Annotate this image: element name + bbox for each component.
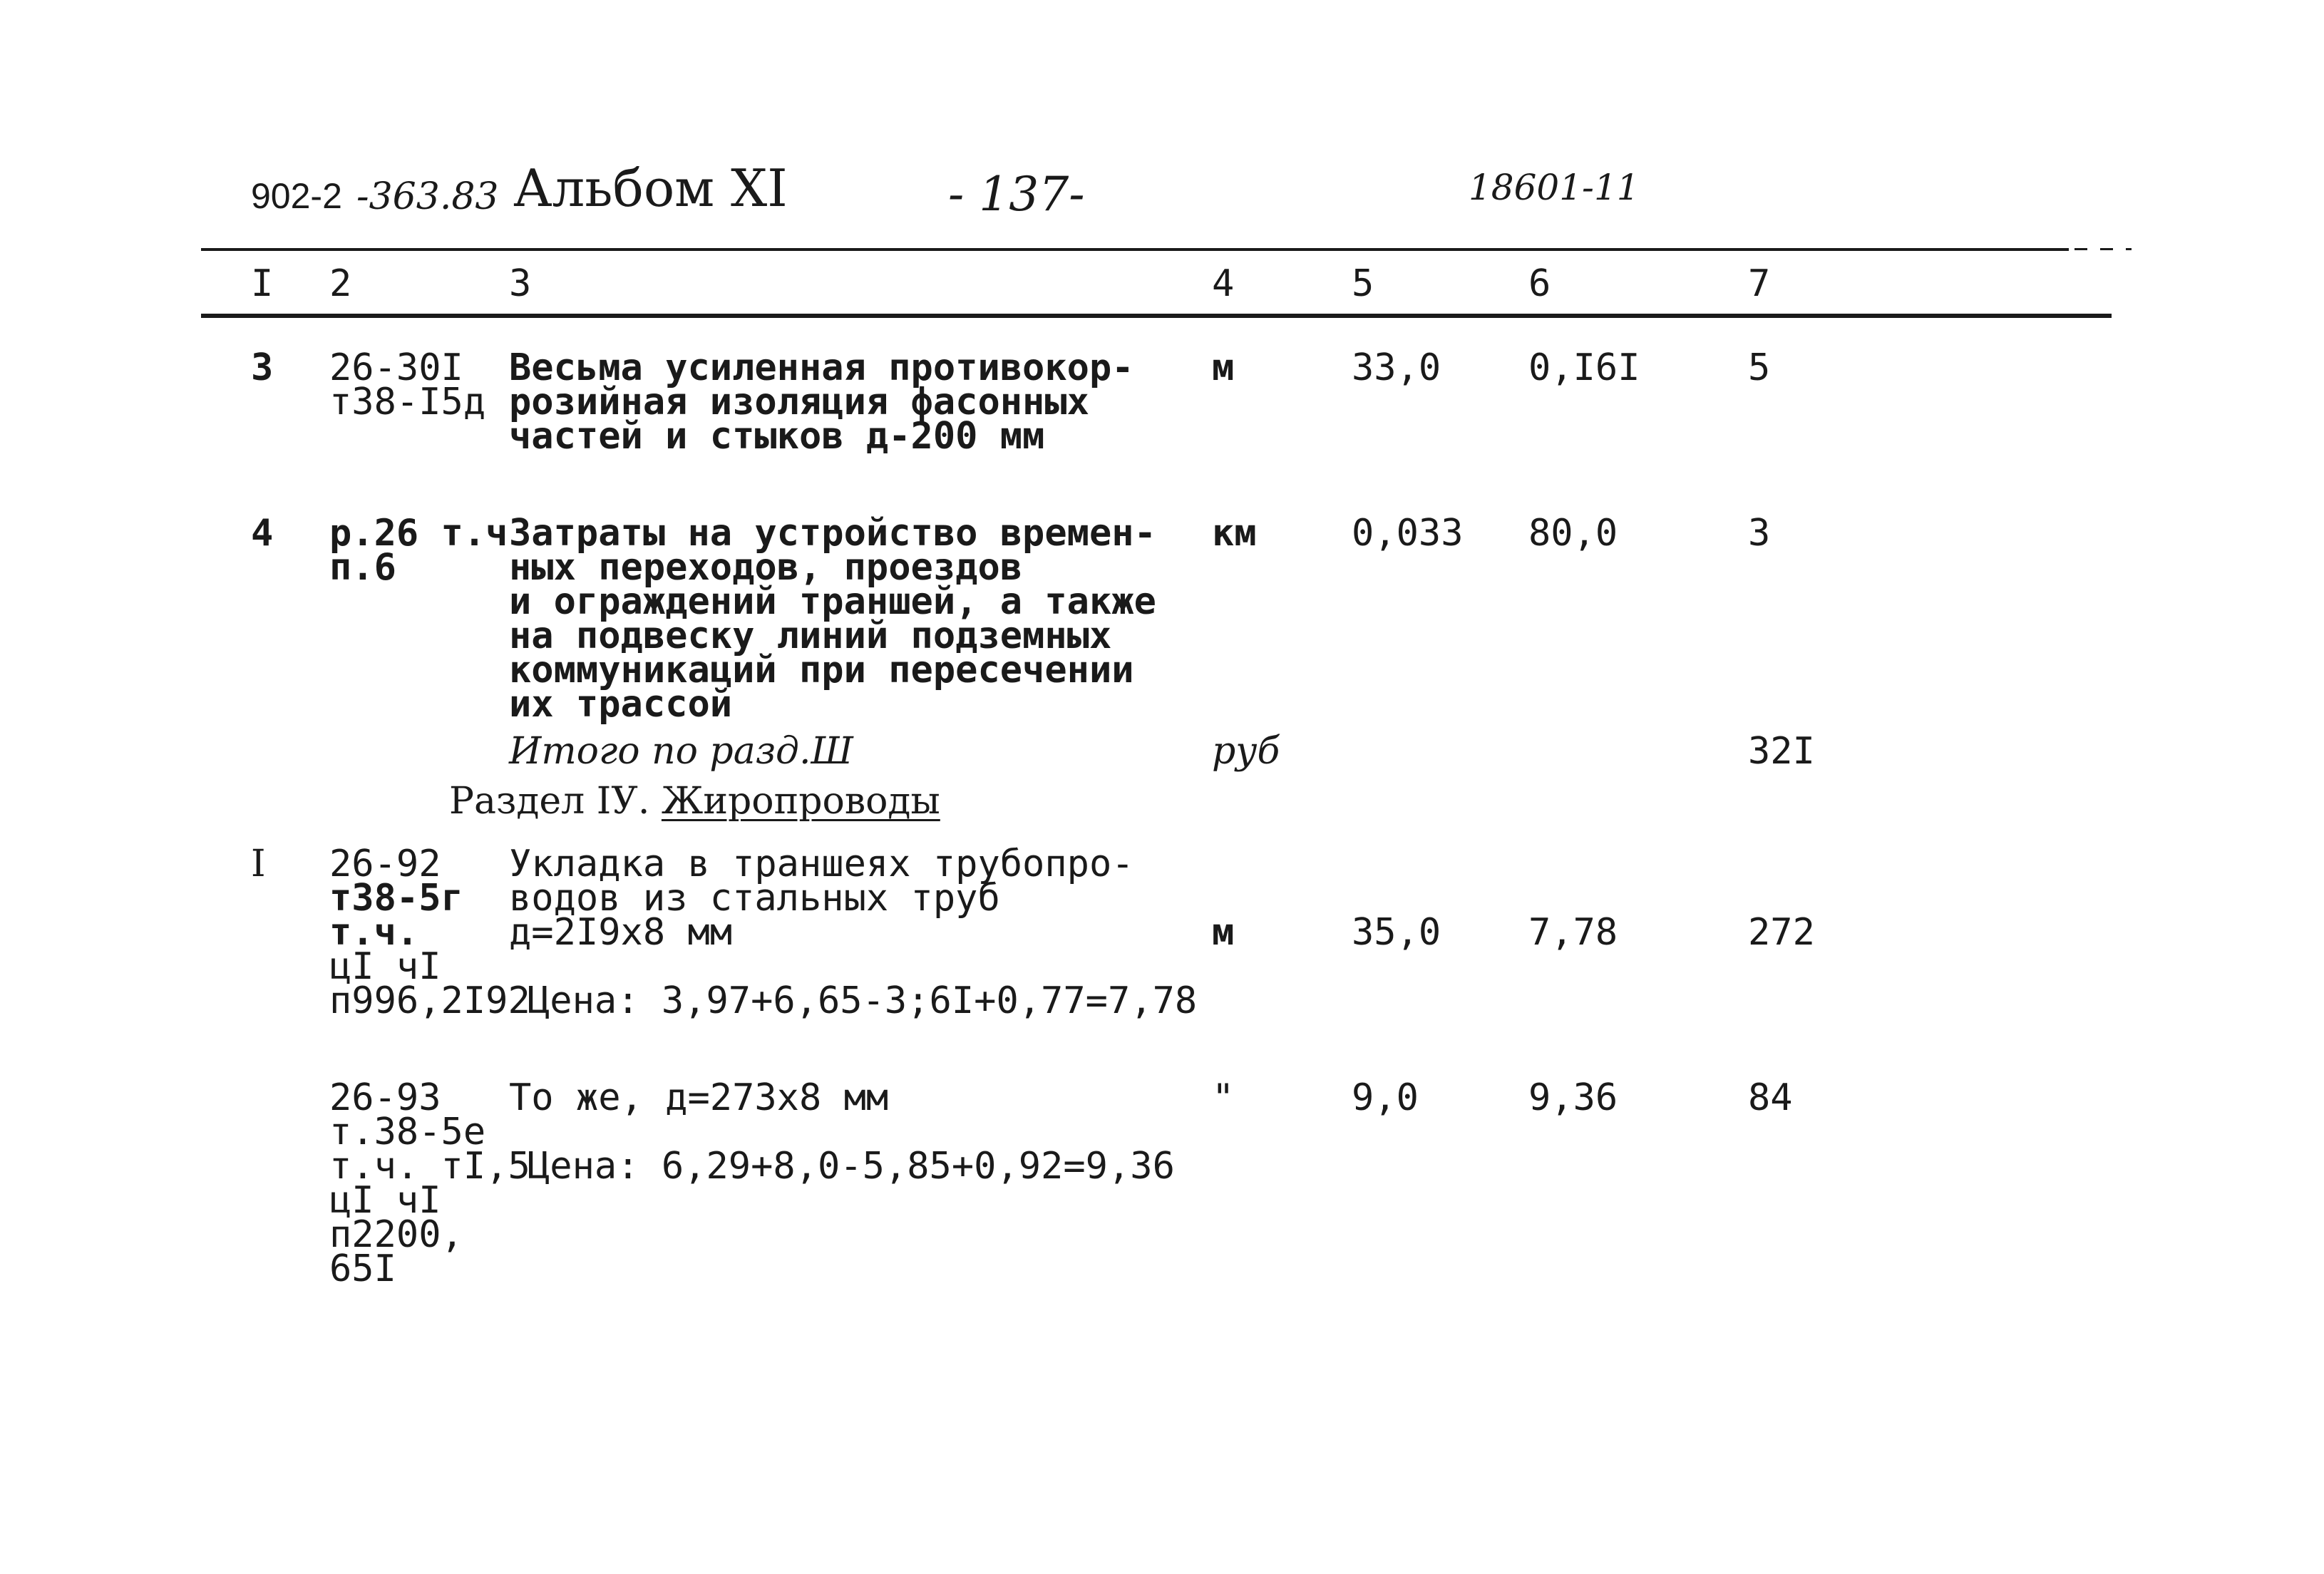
document-code: 902-2 [251,176,342,216]
row-code-line: п996,2I92 [329,979,530,1022]
column-header-1: I [251,262,274,305]
row-code-line: цI чI [329,945,441,988]
row-code-line: т.38-5е [329,1111,486,1153]
row-total: 3 [1748,512,1771,555]
row-unit: км [1212,512,1257,555]
row-code-line: 26-92 [329,843,441,885]
column-header-6: 6 [1528,262,1551,305]
row-code-line: р.26 т.ч [329,512,508,555]
row-number: I [251,843,266,885]
row-unit-price: 7,78 [1528,911,1618,954]
row-unit: " [1212,1076,1235,1119]
row-unit: м [1212,346,1235,389]
row-description-line: их трассой [509,683,733,726]
row-description-line: частей и стыков д-200 мм [509,415,1045,458]
column-header-2: 2 [329,262,352,305]
row-description-line: ных переходов, проездов [509,546,1023,589]
row-description-line: и ограждений траншей, а также [509,580,1156,623]
album-label: Альбом XI [513,158,788,218]
row-unit-price: 9,36 [1528,1076,1618,1119]
document-code-handwritten: -363.83 [356,175,499,218]
column-header-4: 4 [1212,262,1235,305]
row-price-note: Цена: 3,97+6,65-3;6I+0,77=7,78 [528,979,1198,1022]
row-number: 3 [251,346,274,389]
row-code-line: т.ч. тI,5 [329,1145,530,1188]
row-code-line: 65I [329,1248,396,1290]
row-quantity: 35,0 [1352,911,1441,954]
row-code-line: т38-I5д [329,381,486,423]
row-description-line: Укладка в траншеях трубопро- [509,843,1134,885]
row-number: 4 [251,512,274,555]
row-description-line: водов из стальных труб [509,877,1000,920]
document-number: 18601-11 [1469,167,1640,208]
row-description-line: розийная изоляция фасонных [509,381,1089,423]
table-top-rule [201,248,2069,251]
row-total: 5 [1748,346,1771,389]
row-quantity: 0,033 [1352,512,1464,555]
row-code-line: п2200, [329,1213,463,1256]
row-code-line: 26-30I [329,346,463,389]
subtotal-label: Итого по разд.Ш [509,730,853,773]
row-code-line: т38-5г [329,877,463,920]
subtotal-unit: руб [1212,730,1280,773]
row-quantity: 33,0 [1352,346,1441,389]
column-header-5: 5 [1352,262,1374,305]
row-code-line: цI чI [329,1179,441,1222]
row-description-line: То же, д=273х8 мм [509,1076,889,1119]
row-description-line: д=2I9х8 мм [509,911,733,954]
row-description-line: Затраты на устройство времен- [509,512,1156,555]
row-description-line: на подвеску линий подземных [509,614,1112,657]
row-quantity: 9,0 [1352,1076,1419,1119]
section-heading [449,780,940,823]
table-header-rule [201,314,2112,318]
page-number: - 137- [948,167,1085,222]
column-header-3: 3 [509,262,532,305]
table-top-rule-dashes [2074,248,2132,250]
row-total: 272 [1748,911,1815,954]
subtotal-total: 32I [1748,730,1815,773]
row-total: 84 [1748,1076,1793,1119]
row-unit: м [1212,911,1235,954]
section-title: Жиропроводы [661,780,940,823]
row-code-line: т.ч. [329,911,419,954]
row-price-note: Цена: 6,29+8,0-5,85+0,92=9,36 [528,1145,1175,1188]
row-code-line: п.6 [329,546,396,589]
row-code-line: 26-93 [329,1076,441,1119]
section-prefix: Раздел IУ. [449,780,662,823]
row-description-line: Весьма усиленная противокор- [509,346,1134,389]
row-description-line: коммуникаций при пересечении [509,649,1134,691]
column-header-7: 7 [1748,262,1771,305]
row-unit-price: 0,I6I [1528,346,1640,389]
row-unit-price: 80,0 [1528,512,1618,555]
